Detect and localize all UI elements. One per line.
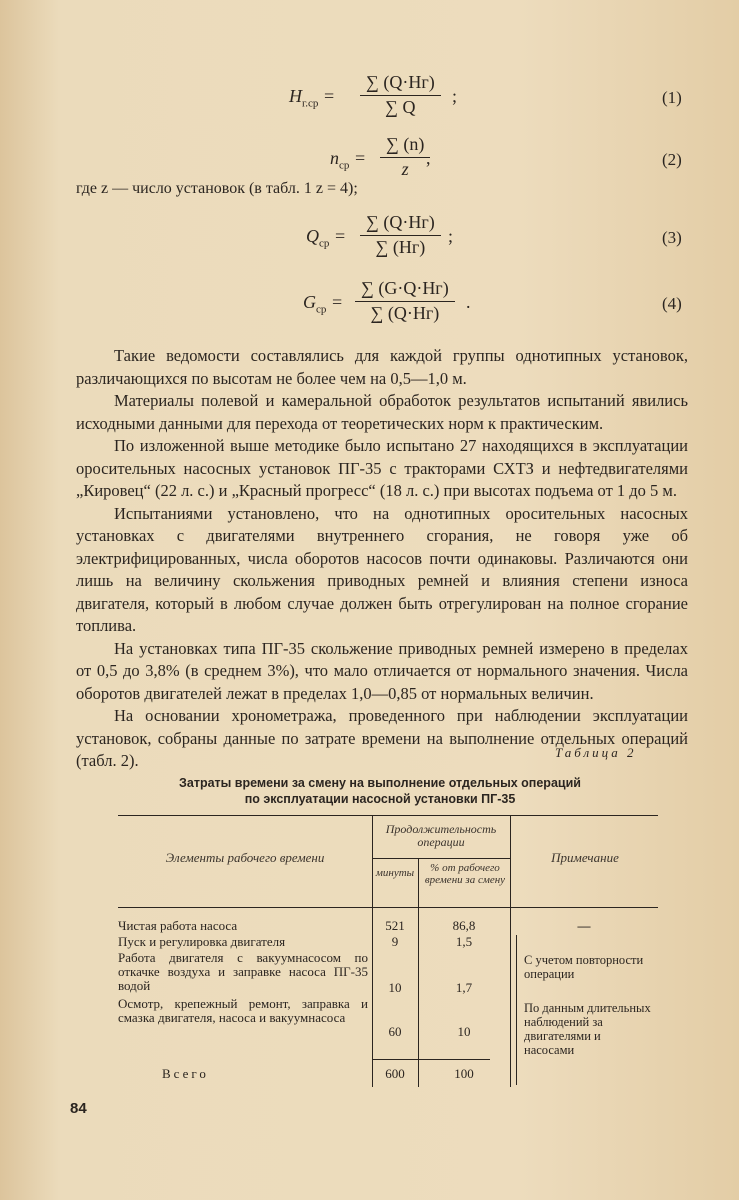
formula-lhs: $H_{г.ср}$ = xyxy=(289,86,336,110)
table-row-percent: 1,5 xyxy=(455,934,473,949)
table-row-minutes: 9 xyxy=(391,934,399,949)
paragraph: На основании хронометража, проведенного при наблюдении эксплуатации установок, собраны данные по затрате времени на выполнение отдельных операций (табл. 2). xyxy=(76,706,688,770)
paragraph: Материалы полевой и камеральной обработок результатов испытаний явились исходными данными для перехода от теоретических норм к практическим. xyxy=(76,391,688,433)
paragraph: На установках типа ПГ-35 скольжение приводных ремней измерено в пределах от 0,5 до 3,8% (в среднем 3%), что мало отличается от нормального значения. Числа оборотов двигателей лежат в пределах 1,0—0,85 от нормальных величин. xyxy=(76,638,688,703)
header-minutes: минуты xyxy=(375,867,415,879)
table-row-minutes: 10 xyxy=(388,980,402,995)
equation-number: (3) xyxy=(662,228,682,247)
page-number: 84 xyxy=(70,1100,87,1117)
table-row-minutes: 60 xyxy=(388,1024,402,1039)
body-text xyxy=(76,345,688,773)
formula-fraction: ∑ (G·Q·Hг) ∑ (Q·Hг) xyxy=(355,278,455,324)
table-row-element: Работа двигателя с вакуумнасосом по откачке воздуха и заправке насоса ПГ-35 водой xyxy=(118,950,368,993)
total-minutes: 600 xyxy=(385,1066,405,1081)
note-dash: — xyxy=(577,918,591,933)
table-label: Таблица 2 xyxy=(555,745,637,760)
formula-fraction: ∑ (Q·Hг) ∑ Q xyxy=(360,72,441,118)
table-rule xyxy=(418,858,419,1087)
table-row-percent: 86,8 xyxy=(452,918,476,933)
table-row-element: Осмотр, крепежный ремонт, заправка и смазка двигателя, насоса и вакуумнасоса xyxy=(118,996,368,1025)
header-percent: % от рабочего времени за смену xyxy=(424,862,506,886)
table-rule xyxy=(118,815,658,816)
table-row-percent: 1,7 xyxy=(455,980,473,995)
header-elements: Элементы рабочего времени xyxy=(165,850,325,865)
formula-lhs: $n_{ср}$ = xyxy=(330,148,367,172)
caption-line: по эксплуатации насосной установки ПГ-35 xyxy=(244,792,516,806)
header-duration: Продолжительность операции xyxy=(385,822,497,849)
table-row-minutes: 521 xyxy=(385,918,405,933)
where-line: где z — число установок (в табл. 1 z = 4); xyxy=(76,180,358,197)
table-row-element: Чистая работа насоса xyxy=(118,918,238,933)
note-group-1: С учетом повторности операции xyxy=(524,953,644,981)
table-rule xyxy=(118,907,658,908)
table-rule xyxy=(372,858,510,859)
table-row-percent: 10 xyxy=(457,1024,471,1039)
equation-number: (1) xyxy=(662,88,682,107)
formula-2: $n_{ср}$ = $\frac{\sum (n)}{z}$ , (2) xyxy=(330,134,682,179)
table-rule xyxy=(372,815,373,1087)
paragraph: Испытаниями установлено, что на однотипных оросительных насосных установках с двигателями внутреннего сгорания, не говоря уже об электрифицированных, числа оборотов насосов почти одинаковы. Различаются они лишь на величину скольжения приводных ремней и влияния степени износа двигателя, который в любом случае должен быть отрегулирован на полное сгорание топлива. xyxy=(76,503,688,635)
time-table xyxy=(118,815,658,1090)
formula-4: $G_{ср}$ = ∑ (G·Q·Hг) ∑ (Q·Hг) . (4) xyxy=(303,278,682,323)
table-rule xyxy=(510,815,511,1087)
formula-fraction: ∑ (Q·Hг) ∑ (Hг) xyxy=(360,212,441,258)
formula-lhs: $Q_{ср}$ = xyxy=(306,226,347,250)
table-row-element: Пуск и регулировка двигателя xyxy=(118,934,286,949)
formula-lhs: $G_{ср}$ = xyxy=(303,292,344,316)
formula-3: $Q_{ср}$ = ∑ (Q·Hг) ∑ (Hг) ; (3) xyxy=(306,212,682,257)
table-rule xyxy=(372,1059,490,1060)
formula-fraction: $\frac{\sum (n)}{z}$ xyxy=(380,134,430,180)
note-group-2: По данным длительных наблюдений за двигателями и насосами xyxy=(524,1001,651,1057)
caption-line: Затраты времени за смену на выполнение отдельных операций xyxy=(179,776,581,790)
total-label: Всего xyxy=(162,1066,209,1081)
paragraph: По изложенной выше методике было испытано 27 находящихся в эксплуатации оросительных насосных установок ПГ-35 с тракторами СХТЗ и нефтедвигателями „Кировец“ (22 л. с.) и „Красный прогресс“ (18 л. с.) при высотах подъема от 1 до 5 м. xyxy=(76,436,688,500)
header-note: Примечание xyxy=(551,850,619,865)
formula-1: $H_{г.ср}$ = ∑ (Q·Hг) ∑ Q ; (1) xyxy=(289,72,682,117)
total-percent: 100 xyxy=(454,1066,474,1081)
equation-number: (2) xyxy=(662,150,682,169)
paragraph: Такие ведомости составлялись для каждой группы однотипных установок, различающихся по высотам не более чем на 0,5—1,0 м. xyxy=(76,346,688,388)
equation-number: (4) xyxy=(662,294,682,313)
table-caption xyxy=(100,775,660,807)
brace-line xyxy=(516,935,517,1085)
